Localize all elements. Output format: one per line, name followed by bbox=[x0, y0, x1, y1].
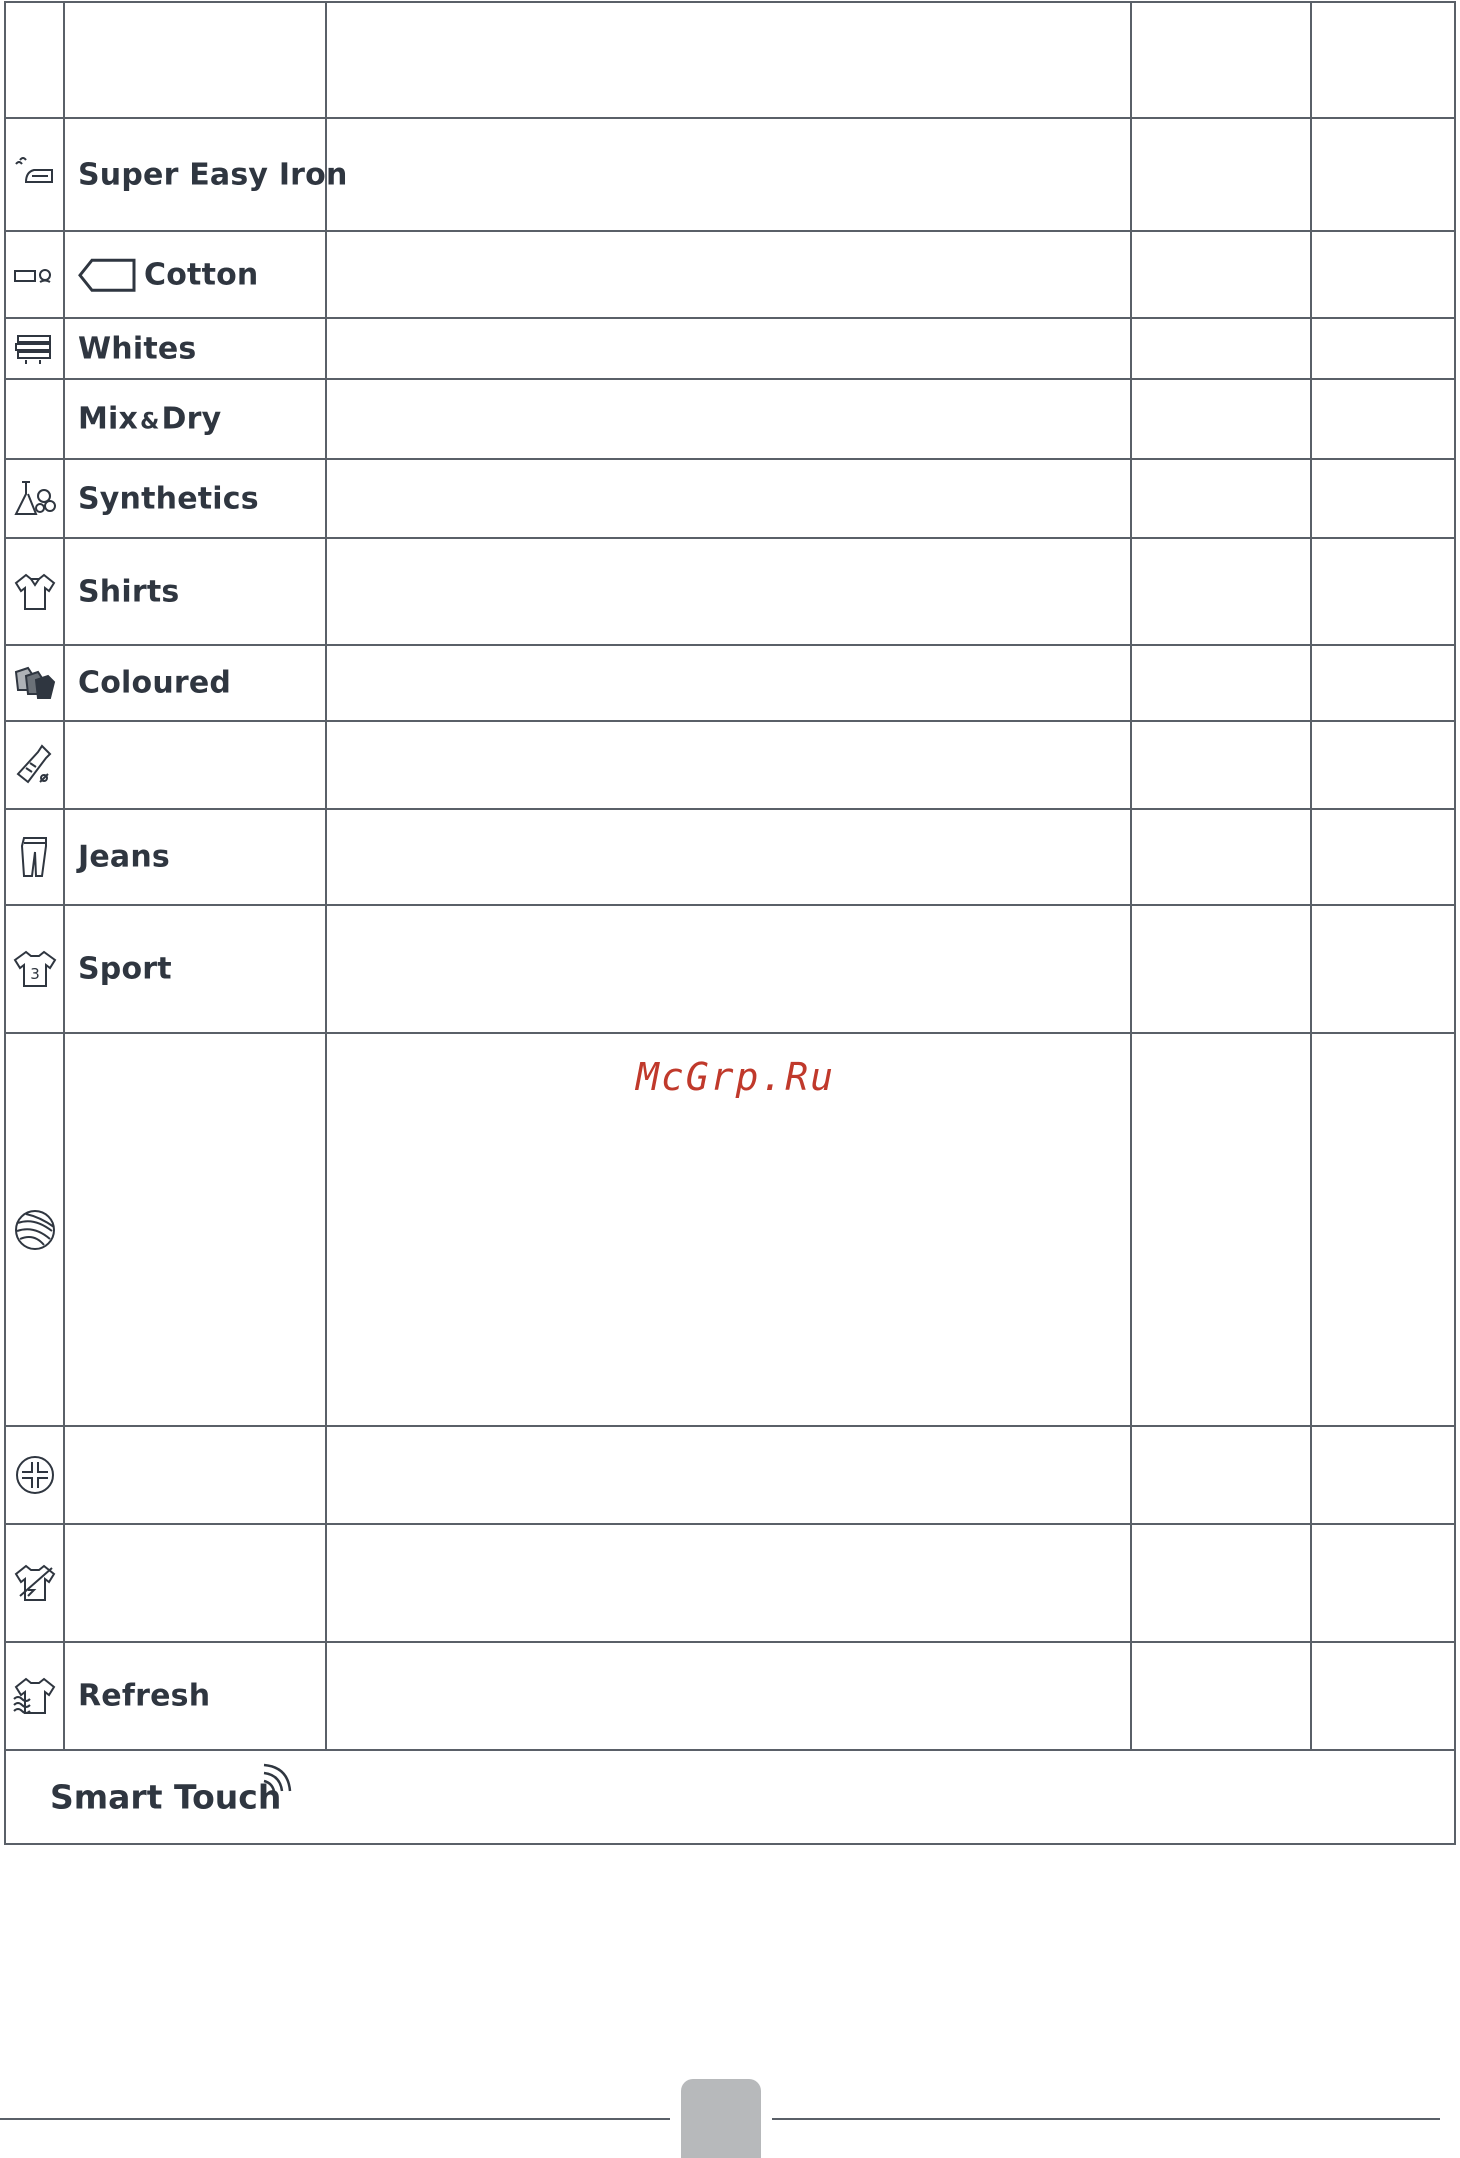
sport-shirt-icon bbox=[12, 946, 58, 992]
table-row bbox=[6, 380, 1454, 460]
tag-icon bbox=[78, 258, 136, 292]
program-table bbox=[4, 1, 1456, 1845]
program-name: Cotton bbox=[144, 256, 259, 292]
table-header-row bbox=[6, 3, 1454, 119]
page-number-tab bbox=[681, 2079, 761, 2158]
jeans-icon bbox=[12, 834, 58, 880]
program-name: Synthetics bbox=[78, 481, 259, 516]
table-row bbox=[6, 906, 1454, 1034]
table-row bbox=[6, 319, 1454, 380]
cotton-icon bbox=[12, 252, 58, 298]
plus-circle-icon bbox=[12, 1452, 58, 1498]
footer-line-right bbox=[772, 2118, 1440, 2120]
program-name: Shirts bbox=[78, 574, 180, 609]
table-row bbox=[6, 1525, 1454, 1643]
jersey-number: 3 bbox=[29, 965, 40, 983]
table-row bbox=[6, 119, 1454, 232]
coloured-icon bbox=[12, 660, 58, 706]
smart-touch-row bbox=[6, 1751, 1454, 1843]
program-name: Jeans bbox=[78, 839, 170, 875]
whites-icon bbox=[12, 326, 58, 372]
program-name: Sport bbox=[78, 951, 172, 987]
program-name: Mix&Dry bbox=[78, 401, 222, 437]
footer-line-left bbox=[0, 2118, 670, 2120]
table-row bbox=[6, 1427, 1454, 1525]
wool-icon bbox=[12, 1207, 58, 1253]
table-row bbox=[6, 646, 1454, 722]
baby-bottle-icon bbox=[12, 742, 58, 788]
table-row bbox=[6, 539, 1454, 646]
refresh-shirt-icon bbox=[12, 1673, 58, 1719]
table-row bbox=[6, 232, 1454, 319]
synthetics-icon bbox=[12, 476, 58, 522]
table-row bbox=[6, 460, 1454, 539]
program-name: Super Easy Iron bbox=[78, 157, 348, 192]
shirt-icon bbox=[12, 569, 58, 615]
program-name: Whites bbox=[78, 331, 197, 366]
table-row bbox=[6, 722, 1454, 810]
table-row bbox=[6, 1643, 1454, 1751]
wireless-waves-icon bbox=[258, 1757, 298, 1797]
iron-icon bbox=[12, 152, 58, 198]
table-row bbox=[6, 810, 1454, 906]
program-name: Refresh bbox=[78, 1678, 211, 1714]
delicate-shirt-icon bbox=[12, 1560, 58, 1606]
watermark-text: McGrp.Ru bbox=[636, 1055, 836, 1099]
smart-touch-label: Smart Touch bbox=[50, 1777, 282, 1817]
program-name: Coloured bbox=[78, 665, 232, 701]
